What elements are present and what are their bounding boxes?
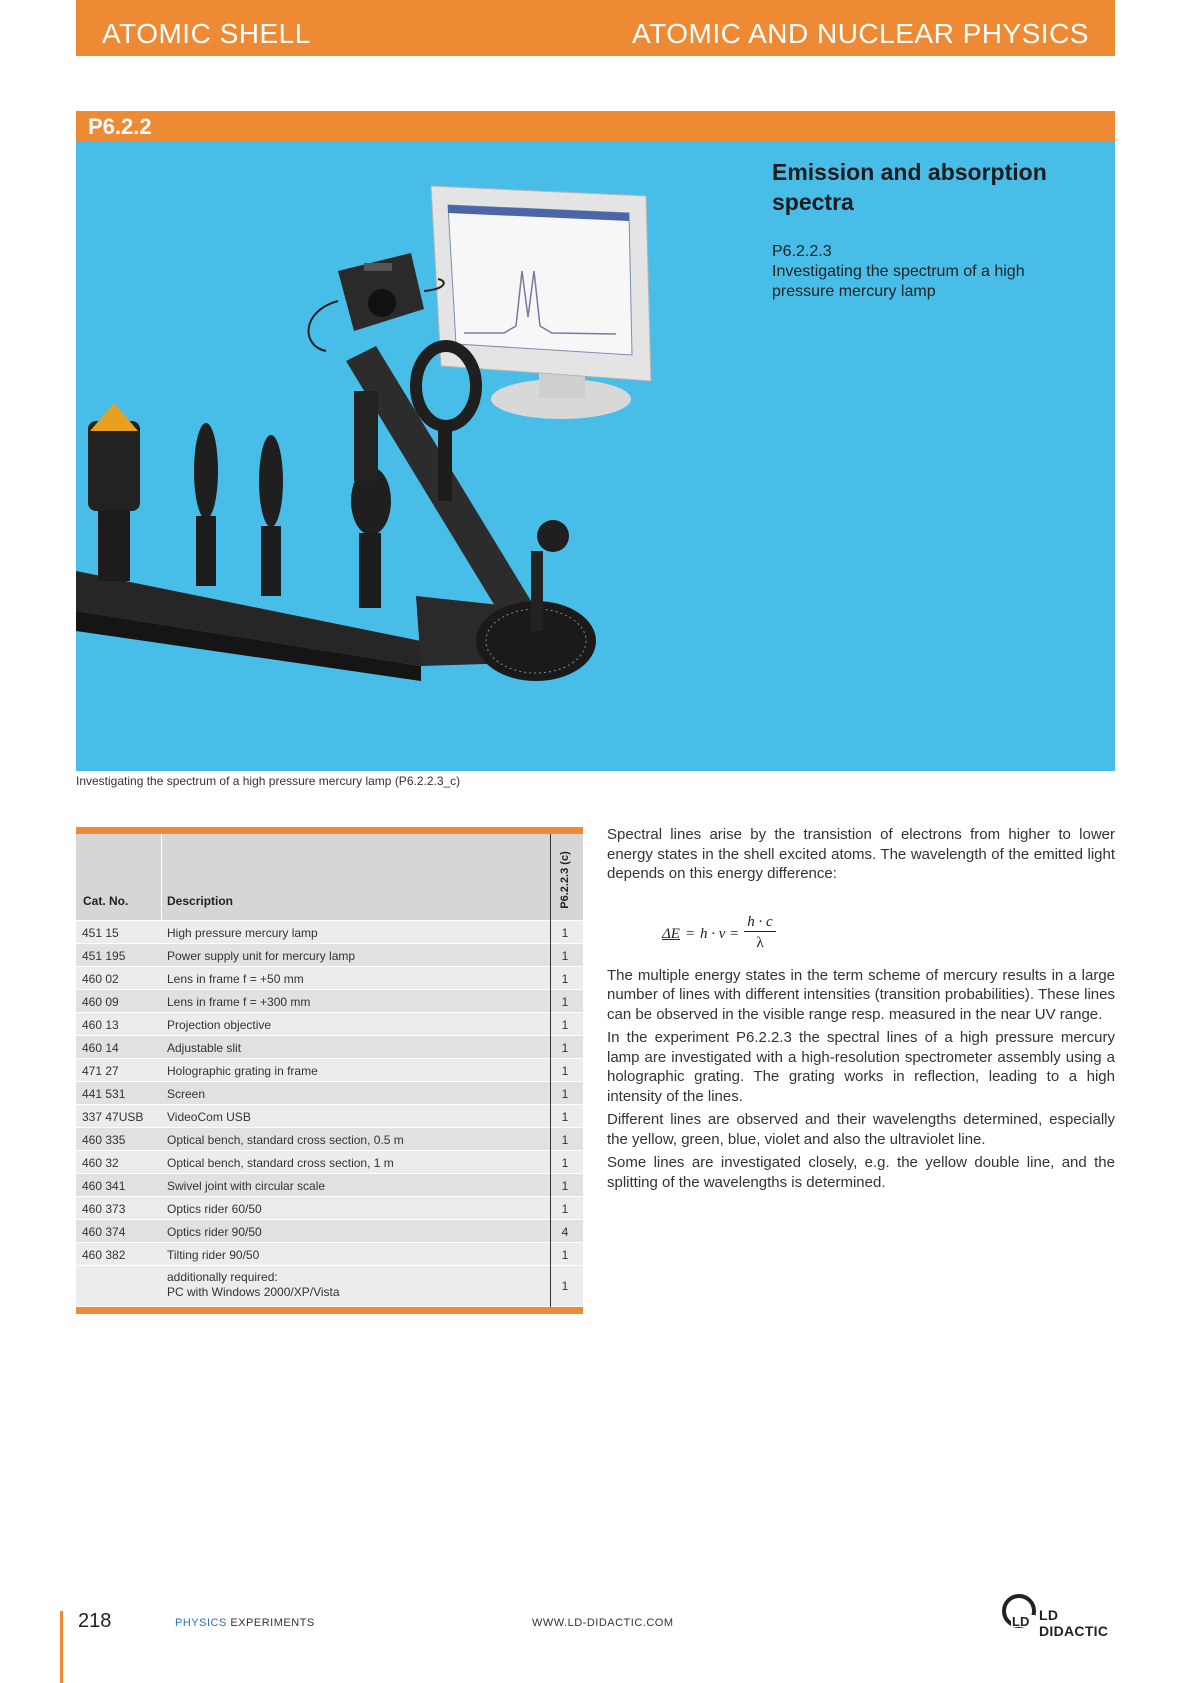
header-right-title: ATOMIC AND NUCLEAR PHYSICS (632, 18, 1089, 49)
description-cell: Projection objective (167, 1018, 272, 1032)
table-row (76, 1013, 583, 1036)
footer-experiments: EXPERIMENTS (230, 1617, 315, 1629)
table-body (76, 921, 583, 1266)
header-description: Description (167, 894, 234, 908)
description-cell: Swivel joint with circular scale (167, 1179, 326, 1193)
ld-didactic-logo (1001, 1591, 1116, 1639)
table-row (76, 1036, 583, 1059)
extra-line-2: PC with Windows 2000/XP/Vista (167, 1285, 340, 1299)
ld-logo-icon (1001, 1591, 1041, 1631)
paragraph-2: The multiple energy states in the term scheme of mercury results in a large number of lines with different intensities (transition probabilities). These lines can be observed in the visible range resp. measured in the near UV range. (607, 966, 1115, 1023)
section-bar (76, 111, 1115, 141)
table-row (76, 944, 583, 967)
ld-logo-mark: LD (1012, 1614, 1030, 1629)
table-row (76, 1128, 583, 1151)
formula-mid: h · ν (700, 925, 726, 942)
description-cell: Optics rider 60/50 (167, 1202, 262, 1216)
table-row (76, 1105, 583, 1128)
cat-no-cell: 460 09 (82, 995, 119, 1009)
photo-caption: Investigating the spectrum of a high pressure mercury lamp (P6.2.2.3_c) (76, 774, 461, 788)
photo-title: Emission and absorption spectra (772, 159, 1047, 215)
column-divider (161, 834, 162, 920)
lamp-icon (88, 403, 140, 581)
table-row (76, 990, 583, 1013)
description-cell: High pressure mercury lamp (167, 926, 318, 940)
description-cell: Lens in frame f = +300 mm (167, 995, 311, 1009)
cat-no-cell: 460 373 (82, 1202, 126, 1216)
table-row (76, 1243, 583, 1266)
footer-website-link[interactable]: WWW.LD-DIDACTIC.COM (532, 1617, 674, 1629)
header-quantity-label: P6.2.2.3 (c) (559, 851, 571, 909)
description-cell: Optics rider 90/50 (167, 1225, 262, 1239)
cat-no-cell: 460 374 (82, 1225, 126, 1239)
cat-no-cell: 441 531 (82, 1087, 126, 1101)
cat-no-cell: 451 195 (82, 949, 126, 963)
table-row (76, 921, 583, 944)
cat-no-cell: 460 32 (82, 1156, 119, 1170)
page-number: 218 (78, 1610, 112, 1632)
extra-quantity: 1 (561, 1279, 569, 1293)
table-row (76, 1151, 583, 1174)
paragraph-4: Different lines are observed and their wavelengths determined, especially the yellow, green, blue, violet and also the ultraviolet line. (607, 1111, 1115, 1148)
quantity-cell: 1 (561, 1018, 569, 1032)
formula-lhs: ΔE (662, 925, 680, 942)
description-cell: Lens in frame f = +50 mm (167, 972, 304, 986)
table-row (76, 1197, 583, 1220)
description-cell: Adjustable slit (167, 1041, 242, 1055)
quantity-cell: 1 (561, 1179, 569, 1193)
cat-no-cell: 460 335 (82, 1133, 126, 1147)
quantity-cell: 1 (561, 1156, 569, 1170)
table-bottom-bar (76, 1307, 583, 1314)
header-left-title: ATOMIC SHELL (102, 18, 311, 49)
quantity-cell: 1 (561, 1248, 569, 1262)
table-top-bar (76, 827, 583, 834)
cat-no-cell: 460 341 (82, 1179, 126, 1193)
table-row (76, 967, 583, 990)
monitor-icon (431, 186, 651, 419)
quantity-column-divider (550, 834, 551, 1307)
quantity-cell: 1 (561, 1202, 569, 1216)
cat-no-cell: 451 15 (82, 926, 119, 940)
header-cat-no: Cat. No. (83, 894, 129, 908)
quantity-cell: 4 (561, 1225, 569, 1239)
quantity-cell: 1 (561, 1041, 569, 1055)
table-header (76, 834, 583, 921)
apparatus-illustration (76, 141, 1115, 771)
paragraph-5: Some lines are investigated closely, e.g. the yellow double line, and the splitting of the wavelengths is determined. (607, 1154, 1115, 1191)
table-row (76, 1059, 583, 1082)
cat-no-cell: 471 27 (82, 1064, 119, 1078)
cat-no-cell: 460 13 (82, 1018, 119, 1032)
quantity-cell: 1 (561, 1087, 569, 1101)
quantity-cell: 1 (561, 972, 569, 986)
page-header (76, 0, 1115, 56)
table-row-extra (76, 1266, 583, 1307)
footer-physics: PHYSICS (175, 1617, 227, 1629)
quantity-cell: 1 (561, 1110, 569, 1124)
description-cell: Tilting rider 90/50 (167, 1248, 260, 1262)
quantity-cell: 1 (561, 926, 569, 940)
description-cell: Optical bench, standard cross section, 1 m (167, 1156, 394, 1170)
formula-eq1: = (686, 925, 695, 942)
experiment-title: Investigating the spectrum of a high pressure mercury lamp (772, 263, 1025, 300)
section-code: P6.2.2 (88, 114, 152, 139)
paragraph-3: In the experiment P6.2.2.3 the spectral lines of a high pressure mercury lamp are investigated with a high-resolution spectrometer assembly using a holographic grating. The grating works in reflection, leading to a high intensity of the lines. (607, 1029, 1115, 1105)
experiment-number: P6.2.2.3 (772, 243, 832, 260)
energy-formula (607, 890, 1115, 960)
description-cell: Holographic grating in frame (167, 1064, 318, 1078)
extra-description (167, 1270, 340, 1300)
description-cell: VideoCom USB (167, 1110, 251, 1124)
table-row (76, 1174, 583, 1197)
apparatus-photo (76, 141, 1115, 771)
quantity-cell: 1 (561, 1064, 569, 1078)
cat-no-cell: 337 47USB (82, 1110, 144, 1124)
table-row (76, 1082, 583, 1105)
equipment-table (76, 827, 583, 1314)
paragraph-1: Spectral lines arise by the transistion of electrons from higher to lower energy states in the shell excited atoms. The wavelength of the emitted light depends on this energy difference: (607, 826, 1115, 882)
cat-no-cell: 460 382 (82, 1248, 126, 1262)
formula-eq2: = (730, 925, 739, 942)
formula-numerator: h · c (744, 914, 776, 932)
header-quantity (550, 840, 580, 916)
cat-no-cell: 460 02 (82, 972, 119, 986)
formula-denominator: λ (756, 934, 764, 951)
description-cell: Power supply unit for mercury lamp (167, 949, 356, 963)
body-text (607, 825, 1115, 1196)
description-cell: Screen (167, 1087, 206, 1101)
description-cell: Optical bench, standard cross section, 0.5 m (167, 1133, 404, 1147)
extra-line-1: additionally required: (167, 1270, 278, 1284)
table-row (76, 1220, 583, 1243)
quantity-cell: 1 (561, 995, 569, 1009)
quantity-cell: 1 (561, 949, 569, 963)
quantity-cell: 1 (561, 1133, 569, 1147)
footer-accent-bar (60, 1611, 63, 1683)
logo-text: LD DIDACTIC (1039, 1607, 1109, 1639)
cat-no-cell: 460 14 (82, 1041, 119, 1055)
camera-icon (309, 253, 444, 351)
footer-physics-experiments (175, 1617, 315, 1629)
